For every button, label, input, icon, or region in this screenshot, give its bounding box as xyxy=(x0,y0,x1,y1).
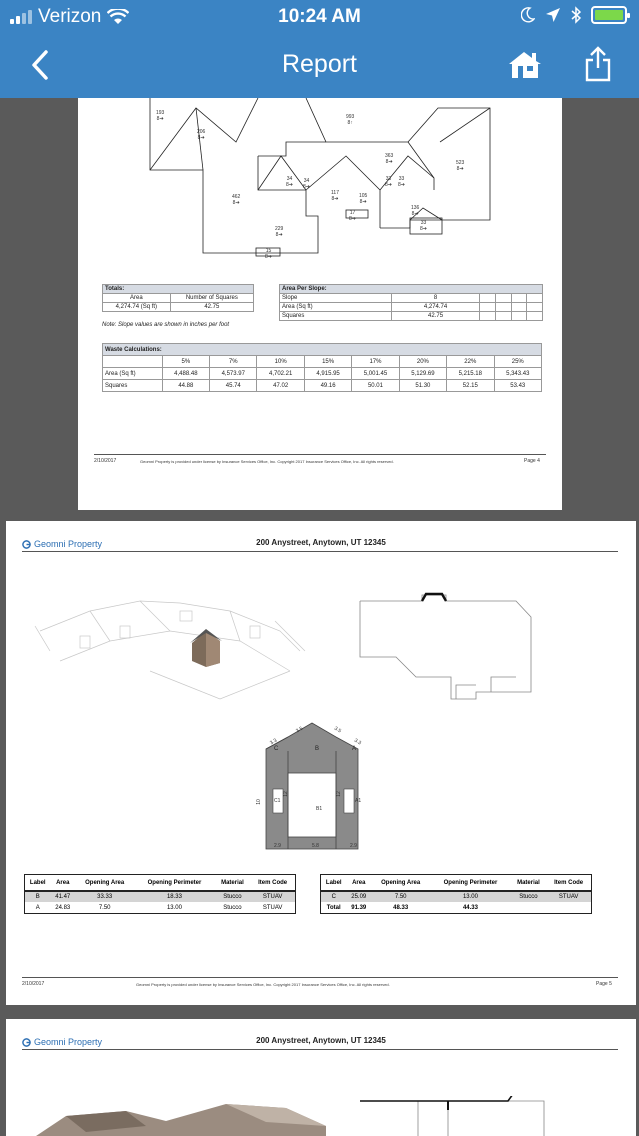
roof-label: 363 8➔ xyxy=(385,153,394,165)
nav-bar xyxy=(0,34,639,98)
waste-area: 5,215.18 xyxy=(447,368,494,380)
cell-opening-area: 7.50 xyxy=(98,904,111,911)
roof-label: 462 8➔ xyxy=(232,194,241,206)
totals-col-squares: Number of Squares xyxy=(170,294,253,303)
table-row xyxy=(25,902,295,913)
footer-date: 2/10/2017 xyxy=(22,981,45,987)
waste-squares-label: Squares xyxy=(103,380,163,392)
area-per-slope-title: Area Per Slope: xyxy=(280,285,543,294)
cell-opening-area: 7.50 xyxy=(371,891,430,902)
roof-label: 136 8➔ xyxy=(411,205,420,217)
waste-squares: 51.30 xyxy=(399,380,446,392)
dim-left-height: 10 xyxy=(255,799,262,805)
roof-label: 34 8➔ xyxy=(303,178,310,190)
report-page-4[interactable] xyxy=(78,98,562,510)
clock: 10:24 AM xyxy=(278,6,361,27)
cell-opening-perimeter: 18.33 xyxy=(134,891,214,902)
table-row-total xyxy=(321,902,591,913)
waste-pct: 22% xyxy=(447,356,494,368)
footer-date: 2/10/2017 xyxy=(94,458,117,464)
waste-squares: 52.15 xyxy=(447,380,494,392)
roof-label: 33 8➔ xyxy=(385,176,392,188)
col-area: Area xyxy=(346,875,371,891)
moon-icon xyxy=(521,7,535,23)
report-page-6[interactable] xyxy=(6,1019,636,1136)
waste-area: 4,488.48 xyxy=(162,368,209,380)
col-opening-area: Opening Area xyxy=(371,875,430,891)
col-material: Material xyxy=(511,875,547,891)
totals-title: Totals: xyxy=(103,285,254,294)
elev-label-a: A xyxy=(352,746,357,752)
roof-label: 34 8➔ xyxy=(286,176,293,188)
cell-area: 25.09 xyxy=(346,891,371,902)
cell-opening-area: 33.33 xyxy=(75,891,134,902)
property-address: 200 Anystreet, Anytown, UT 12345 xyxy=(256,538,386,547)
cell-opening-perimeter: 44.33 xyxy=(462,904,478,911)
dim-bottom-left: 2.9 xyxy=(274,843,281,849)
roof-diagram xyxy=(78,98,562,268)
roof-label: 33 8➔ xyxy=(398,176,405,188)
slope-value: 8 xyxy=(391,294,480,303)
roof-label: 15 8➔ xyxy=(265,248,272,260)
waste-area: 5,129.69 xyxy=(399,368,446,380)
roof-label: 105 8➔ xyxy=(359,193,368,205)
status-bar xyxy=(0,0,639,34)
dim-inner-right: 12 xyxy=(335,791,342,797)
house-3d-render xyxy=(26,1096,326,1136)
report-page-5[interactable] xyxy=(6,521,636,1005)
footer-copyright: Geomni Property is provided under license by Insurance Services Office, Inc. Copyright 2017 Insurance Services Office, Inc. All rights reserved. xyxy=(140,459,394,464)
cell-opening-perimeter: 13.00 xyxy=(166,904,182,911)
waste-squares: 53.43 xyxy=(494,380,542,392)
totals-squares-value: 42.75 xyxy=(170,303,253,312)
carrier-label: Verizon xyxy=(38,6,102,27)
dim-inner-left: 12 xyxy=(282,791,289,797)
waste-area: 5,001.45 xyxy=(352,368,399,380)
waste-pct: 20% xyxy=(399,356,446,368)
col-label: Label xyxy=(321,875,346,891)
cell-material xyxy=(511,902,547,913)
home-button[interactable] xyxy=(506,48,546,82)
elev-label-c: C xyxy=(274,746,279,752)
col-item-code: Item Code xyxy=(546,875,591,891)
cell-material: Stucco xyxy=(511,891,547,902)
col-area: Area xyxy=(50,875,75,891)
dim-bottom-mid: 5.8 xyxy=(312,843,319,849)
waste-squares: 50.01 xyxy=(352,380,399,392)
waste-area: 5,343.43 xyxy=(494,368,542,380)
cell-material: Stucco xyxy=(215,891,251,902)
footer-rule xyxy=(94,454,546,455)
slope-squares-label: Squares xyxy=(280,312,392,321)
waste-squares: 47.02 xyxy=(257,380,304,392)
elev-label-b: B xyxy=(315,746,320,752)
roof-label: 17 8➔ xyxy=(349,210,356,222)
footprint-diagram xyxy=(358,1096,548,1136)
roof-label: 193 8➔ xyxy=(156,110,165,122)
col-opening-perimeter: Opening Perimeter xyxy=(134,875,214,891)
dim-roof-mid-left: 3.5 xyxy=(294,725,304,735)
cell-opening-area: 48.33 xyxy=(393,904,409,911)
footer-page-number: Page 4 xyxy=(524,458,540,464)
elev-label-c1: C1 xyxy=(274,798,281,804)
roof-label: 206 8➔ xyxy=(197,129,206,141)
slope-area-value: 4,274.74 xyxy=(391,303,480,312)
waste-title: Waste Calculations: xyxy=(103,344,542,356)
slope-area-label: Area (Sq ft) xyxy=(280,303,392,312)
slope-label: Slope xyxy=(280,294,392,303)
wall-table-right xyxy=(320,874,592,914)
waste-pct: 15% xyxy=(304,356,351,368)
roof-label: 117 8➔ xyxy=(331,190,339,202)
totals-area-value: 4,274.74 (Sq ft) xyxy=(103,303,171,312)
property-address: 200 Anystreet, Anytown, UT 12345 xyxy=(256,1036,386,1045)
header-rule xyxy=(22,1049,618,1050)
dim-roof-right: 3.3 xyxy=(352,737,362,747)
wall-table-left xyxy=(24,874,296,914)
page-title: Report xyxy=(281,50,358,78)
footer-page-number: Page 5 xyxy=(596,981,612,987)
totals-col-area: Area xyxy=(103,294,171,303)
waste-area-label: Area (Sq ft) xyxy=(103,368,163,380)
location-arrow-icon xyxy=(545,7,561,23)
waste-pct: 10% xyxy=(257,356,304,368)
cell-label: C xyxy=(321,891,346,902)
header-rule xyxy=(22,551,618,552)
waste-area: 4,915.95 xyxy=(304,368,351,380)
waste-pct: 7% xyxy=(210,356,257,368)
dim-roof-mid-right: 3.5 xyxy=(332,725,342,735)
elev-label-b1: B1 xyxy=(316,806,323,812)
battery-icon xyxy=(591,6,627,24)
col-opening-perimeter: Opening Perimeter xyxy=(430,875,510,891)
roof-label: 523 8➔ xyxy=(456,160,465,172)
table-row xyxy=(25,891,295,902)
footer-copyright: Geomni Property is provided under license by Insurance Services Office, Inc. Copyright 2017 Insurance Services Office, Inc. All rights reserved. xyxy=(136,982,390,987)
elev-label-a1: A1 xyxy=(355,798,362,804)
roof-label: 229 8➔ xyxy=(275,226,284,238)
brand-logo-text: Geomni Property xyxy=(34,1037,103,1047)
slope-note: Note: Slope values are shown in inches per foot xyxy=(102,322,230,328)
cell-item-code: STUAV xyxy=(546,891,591,902)
waste-table xyxy=(102,343,542,392)
slope-squares-value: 42.75 xyxy=(391,312,480,321)
waste-squares: 49.16 xyxy=(304,380,351,392)
bluetooth-icon xyxy=(571,6,581,24)
totals-table xyxy=(102,284,254,312)
waste-pct: 17% xyxy=(352,356,399,368)
roof-label: 993 8↑ xyxy=(346,114,355,126)
footprint-diagram xyxy=(356,587,546,707)
status-icons xyxy=(521,6,627,24)
dim-roof-left: 3.3 xyxy=(268,737,278,747)
cell-item-code: STUAV xyxy=(250,891,295,902)
waste-pct: 5% xyxy=(162,356,209,368)
cell-opening-perimeter: 13.00 xyxy=(430,891,510,902)
col-label: Label xyxy=(25,875,50,891)
cell-area: 41.47 xyxy=(50,891,75,902)
waste-squares: 45.74 xyxy=(210,380,257,392)
cell-item-code: STUAV xyxy=(262,904,283,911)
cell-area: 91.39 xyxy=(351,904,367,911)
area-per-slope-table xyxy=(279,284,543,321)
col-item-code: Item Code xyxy=(250,875,295,891)
dim-bottom-right: 2.9 xyxy=(350,843,357,849)
house-3d-render xyxy=(30,581,310,701)
wall-elevation-diagram xyxy=(255,717,378,857)
share-button[interactable] xyxy=(582,46,614,82)
roof-label: 33 8➔ xyxy=(420,220,427,232)
col-material: Material xyxy=(215,875,251,891)
footer-rule xyxy=(22,977,618,978)
cell-label: A xyxy=(35,904,40,911)
brand-logo-text: Geomni Property xyxy=(34,539,103,549)
cell-area: 24.83 xyxy=(55,904,71,911)
waste-squares: 44.88 xyxy=(162,380,209,392)
waste-area: 4,573.97 xyxy=(210,368,257,380)
cell-item-code xyxy=(546,902,591,913)
table-row xyxy=(321,891,591,902)
col-opening-area: Opening Area xyxy=(75,875,134,891)
cell-label: B xyxy=(25,891,50,902)
waste-pct: 25% xyxy=(494,356,542,368)
cell-material: Stucco xyxy=(223,904,242,911)
cell-label: Total xyxy=(326,904,341,911)
waste-area: 4,702.21 xyxy=(257,368,304,380)
